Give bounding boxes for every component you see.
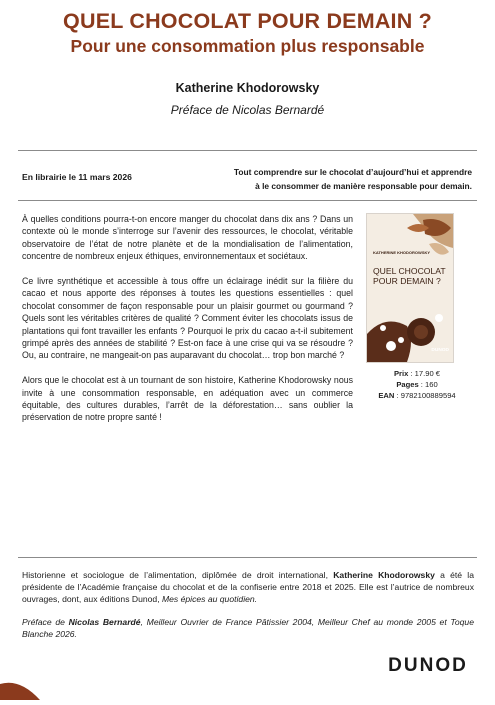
description-paragraph-2: Ce livre synthétique et accessible à tous offre un éclairage inédit sur la filière du cacao et nous apporte des réponses à toutes les questions essentielles : quel chocolat consommer de façon responsable pour un plaisir gourmet ou gourmand ? Quels sont les véritables critères de qualité ? Comment éviter les chocolats issus de plantations qui font travailler les enfants ? Pourquoi le prix du cacao a-t-il subitement grimpé après des années de stabilité ? Est-on face à une crise qui va se résoudre ? Ou, au contraire, ne mangeait-on pas auparavant du chocolat… trop bon marché ? <box>22 276 353 361</box>
bio-paragraph-preface <box>22 617 474 641</box>
bio-paragraph-author <box>22 570 474 605</box>
cover-title-line-2: POUR DEMAIN ? <box>373 276 441 286</box>
preface-credit: Préface de Nicolas Bernardé <box>170 103 325 117</box>
release-date: En librairie le 11 mars 2026 <box>22 172 132 182</box>
author-bio <box>22 570 474 653</box>
cover-title-line-1: QUEL CHOCOLAT <box>373 266 446 276</box>
description-paragraph-1: À quelles conditions pourra-t-on encore manger du chocolat dans dix ans ? Dans un contexte où le monde s’interroge sur l’avenir des ressources, le chocolat, véritable observatoire de l’état de notre planète et de la mondialisation de l’alimentation, concentre de nombreux enjeux éthiques, environnementaux et sociétaux. <box>22 214 353 262</box>
pages-value: : 160 <box>418 380 438 389</box>
bio-preface-name: Nicolas Bernardé <box>68 617 141 628</box>
bio-author-name: Katherine Khodorowsky <box>333 570 435 580</box>
corner-decoration <box>0 678 40 700</box>
publisher-logo-text: DUNOD <box>388 655 468 675</box>
bio-preface-text-1: Préface de <box>22 617 69 628</box>
ean-row <box>360 390 474 401</box>
price-label: Prix <box>393 369 409 378</box>
tagline-line-1: Tout comprendre sur le chocolat d’aujourd’hui et apprendre <box>233 167 472 177</box>
tagline-line-2: à le consommer de manière responsable pour demain. <box>255 181 472 191</box>
book-description <box>22 213 353 436</box>
bio-text-2: a été la présidente de l’Académie française du chocolat et de la confiserie entre 2018 et 2025. Elle est l’autrice de nombreux ouvrages, dont, aux éditions Dunod, <box>22 570 474 604</box>
publisher-logo <box>380 653 476 675</box>
divider-top <box>18 150 477 151</box>
page-subtitle: Pour une consommation plus responsable <box>70 36 425 56</box>
tagline <box>160 165 472 193</box>
page-title: QUEL CHOCOLAT POUR DEMAIN ? <box>63 9 432 33</box>
book-details <box>360 368 474 401</box>
cover-publisher: DUNOD <box>431 348 449 353</box>
bio-preface-text-2: , Meilleur Ouvrier de France Pâtissier 2004, Meilleur Chef au monde 2005 et Toque Blanche 2026. <box>22 617 474 639</box>
pages-row <box>360 379 474 390</box>
pages-label: Pages <box>396 380 419 389</box>
divider-bottom <box>18 557 477 558</box>
bio-book-title: Mes épices au quotidien. <box>161 593 258 604</box>
cover-author: KATHERINE KHODOROWSKY <box>373 250 431 255</box>
price-value: : 17.90 € <box>408 369 441 378</box>
description-paragraph-3: Alors que le chocolat est à un tournant de son histoire, Katherine Khodorowsky nous invite à une consommation responsable, en adéquation avec un commerce équitable, des cultures durables, l’arrêt de la déforestation… sans oublier la préservation de notre propre santé ! <box>22 375 353 423</box>
book-cover-image <box>366 213 454 363</box>
divider-middle <box>18 200 477 201</box>
ean-label: EAN <box>378 391 395 400</box>
bio-text-1: Historienne et sociologue de l’alimentation, diplômée de droit international, <box>22 570 334 580</box>
author-name: Katherine Khodorowsky <box>175 81 320 95</box>
price-row <box>360 368 474 379</box>
ean-value: : 9782100889594 <box>394 391 456 400</box>
